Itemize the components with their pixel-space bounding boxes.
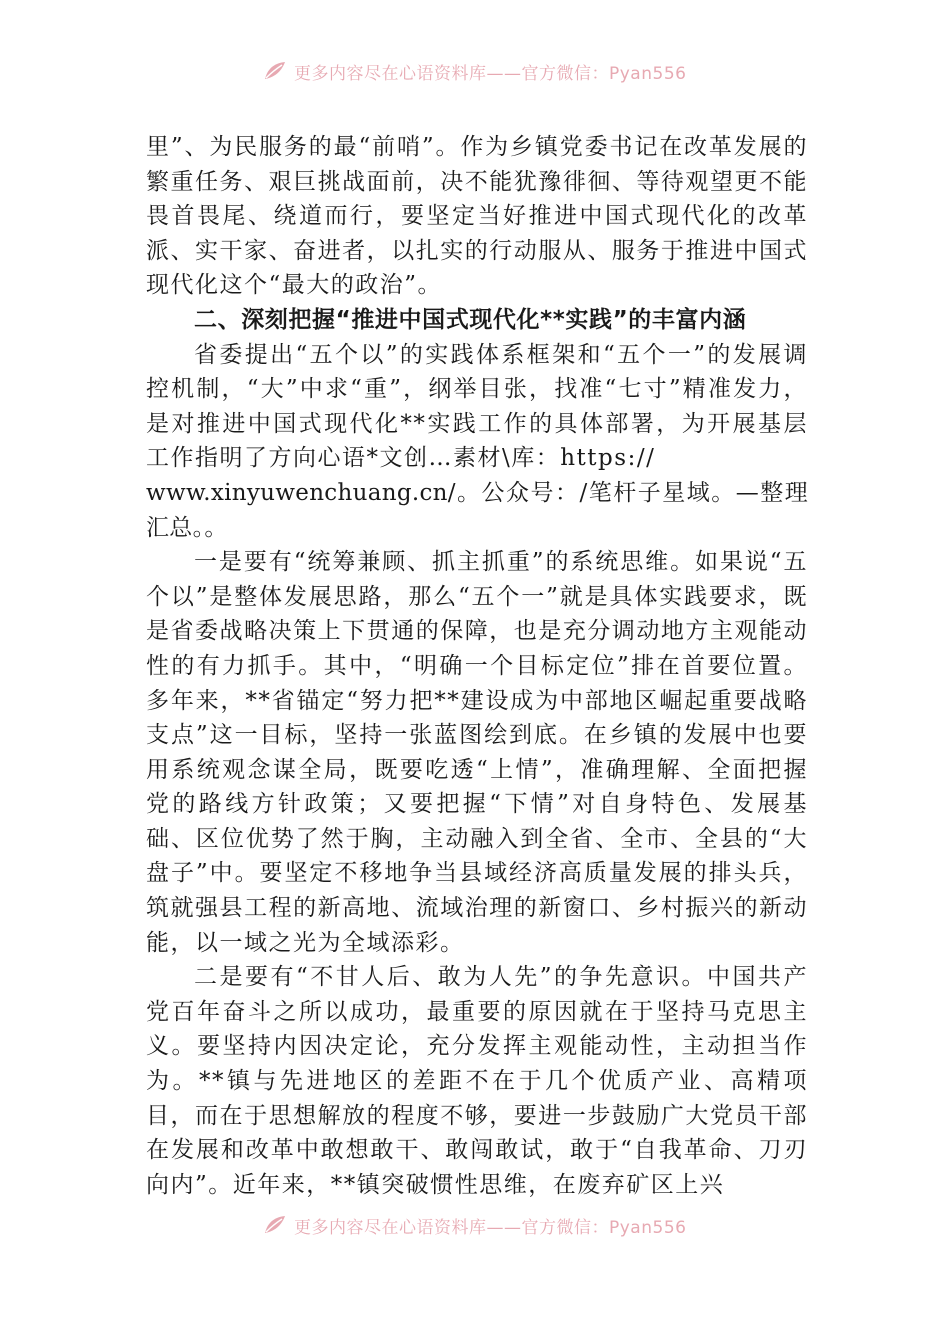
article-body	[146, 130, 808, 1202]
header-watermark-text: 更多内容尽在心语资料库——官方微信：Pyan556	[294, 63, 687, 84]
paragraph-source-line: www.xinyuwenchuang.cn/。公众号：/笔杆子星域。—整理汇总。。	[146, 479, 808, 541]
paragraph-provincial-framework: 省委提出“五个以”的实践体系框架和“五个一”的发展调控机制，“大”中求“重”，纲举目张，找准“七寸”精准发力，是对推进中国式现代化**实践工作的具体部署，为开展基层工作指明了方向心语*文创…素材\库：https://	[146, 341, 808, 472]
leaf-logo-icon	[262, 59, 288, 83]
header-watermark	[262, 56, 742, 86]
leaf-logo-icon	[262, 1213, 288, 1237]
paragraph-pioneering-spirit: 二是要有“不甘人后、敢为人先”的争先意识。中国共产党百年奋斗之所以成功，最重要的原因就在于坚持马克思主义。要坚持内因决定论，充分发挥主观能动性，主动担当作为。**镇与先进地区的差距不在于几个优质产业、高精项目，而在于思想解放的程度不够，要进一步鼓励广大党员干部在发展和改革中敢想敢干、敢闯敢试，敢于“自我革命、刀刃向内”。近年来，**镇突破惯性思维，在废弃矿区上兴	[146, 964, 808, 1198]
paragraph-continuation: 里”、为民服务的最“前哨”。作为乡镇党委书记在改革发展的繁重任务、艰巨挑战面前，决不能犹豫徘徊、等待观望更不能畏首畏尾、绕道而行，要坚定当好推进中国式现代化的改革派、实干家、奋进者，以扎实的行动服从、服务于推进中国式现代化这个“最大的政治”。	[146, 134, 808, 299]
footer-watermark	[262, 1210, 742, 1240]
footer-watermark-text: 更多内容尽在心语资料库——官方微信：Pyan556	[294, 1217, 687, 1238]
section-heading: 二、深刻把握“推进中国式现代化**实践”的丰富内涵	[194, 306, 747, 333]
paragraph-system-thinking: 一是要有“统筹兼顾、抓主抓重”的系统思维。如果说“五个以”是整体发展思路，那么“五个一”就是具体实践要求，既是省委战略决策上下贯通的保障，也是充分调动地方主观能动性的有力抓手。其中，“明确一个目标定位”排在首要位置。多年来，**省锚定“努力把**建设成为中部地区崛起重要战略支点”这一目标，坚持一张蓝图绘到底。在乡镇的发展中也要用系统观念谋全局，既要吃透“上情”，准确理解、全面把握党的路线方针政策；又要把握“下情”对自身特色、发展基础、区位优势了然于胸，主动融入到全省、全市、全县的“大盘子”中。要坚定不移地争当县域经济高质量发展的排头兵，筑就强县工程的新高地、流域治理的新窗口、乡村振兴的新动能，以一域之光为全域添彩。	[146, 549, 808, 956]
